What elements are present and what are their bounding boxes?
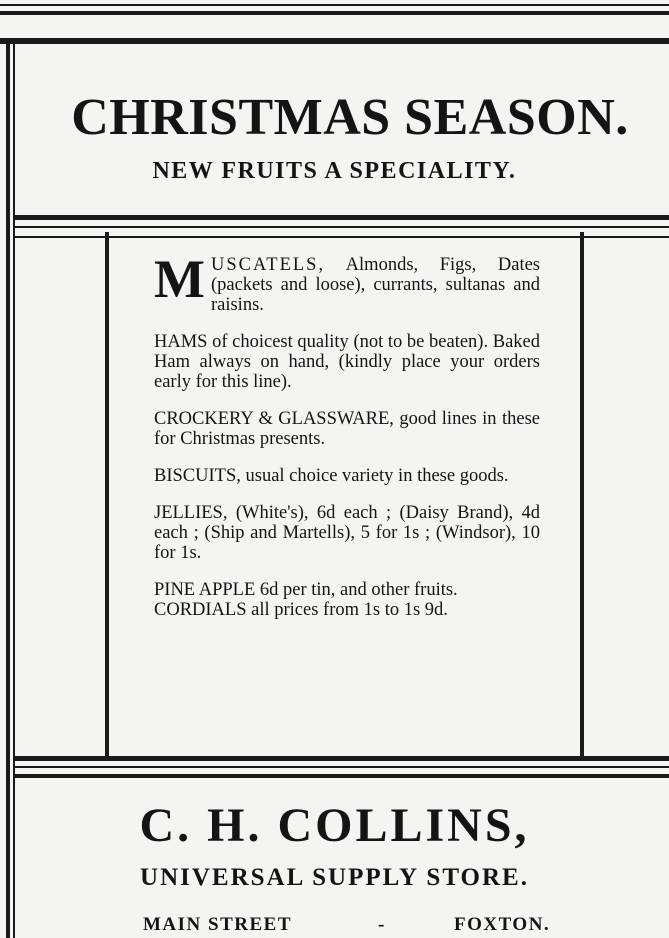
- page-subtitle: NEW FRUITS A SPECIALITY.: [152, 158, 517, 184]
- section-divider-bottom-thin: [15, 766, 669, 768]
- section-divider-bottom: [15, 756, 669, 761]
- top-rule-thin: [0, 4, 669, 6]
- list-item-crockery: CROCKERY & GLASSWARE, good lines in these for Christmas presents.: [154, 409, 540, 449]
- drop-cap: M: [154, 249, 205, 309]
- list-item-pine-apple: PINE APPLE 6d per tin, and other fruits.: [154, 580, 458, 600]
- section-divider-top-thin: [15, 226, 669, 228]
- product-box-left: [105, 232, 109, 756]
- header-top-border: [0, 38, 669, 44]
- section-divider-top: [15, 215, 669, 220]
- product-list: [154, 249, 540, 620]
- list-item-cordials: CORDIALS all prices from 1s to 1s 9d.: [154, 600, 448, 620]
- list-item-biscuits: BISCUITS, usual choice variety in these goods.: [154, 466, 509, 486]
- section-divider-top-lower: [15, 236, 669, 238]
- top-rule-thick: [0, 11, 669, 15]
- town-name: FOXTON.: [454, 914, 551, 935]
- merchant-name: C. H. COLLINS,: [139, 799, 530, 852]
- street-address: MAIN STREET: [143, 914, 292, 935]
- list-item-jellies: JELLIES, (White's), 6d each ; (Daisy Brand), 4d each ; (Ship and Martells), 5 for 1s ; (Windsor), 10 for 1s.: [154, 503, 540, 563]
- list-item-hams: HAMS of choicest quality (not to be beaten). Baked Ham always on hand, (kindly place your orders early for this line).: [154, 332, 540, 392]
- item-lead: USCATELS,: [210, 255, 326, 275]
- address-separator: -: [378, 914, 385, 935]
- list-item-muscatels: [154, 249, 540, 315]
- section-divider-bottom-lower: [15, 774, 669, 778]
- product-box-right: [580, 232, 584, 756]
- page-title: CHRISTMAS SEASON.: [71, 89, 629, 146]
- store-name: UNIVERSAL SUPPLY STORE.: [140, 864, 529, 891]
- item-text: Almonds, Figs, Dates (packets and loose), currants, sultanas and raisins.: [210, 255, 540, 315]
